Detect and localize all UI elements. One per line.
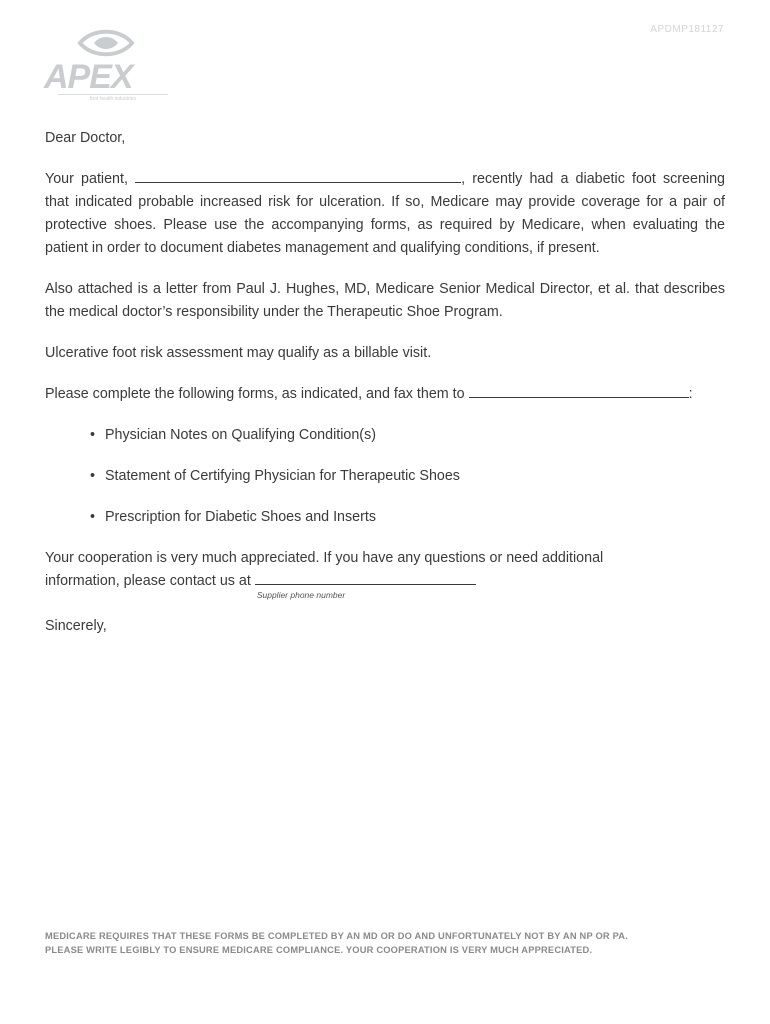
footer-line-2: PLEASE WRITE LEGIBLY TO ENSURE MEDICARE COMPLIANCE. YOUR COOPERATION IS VERY MUCH APPRECIATED.: [45, 945, 593, 955]
fax-number-blank[interactable]: [469, 383, 689, 398]
list-item: • Physician Notes on Qualifying Condition(s): [90, 424, 725, 447]
list-item: • Statement of Certifying Physician for Therapeutic Shoes: [90, 465, 725, 488]
supplier-phone-blank[interactable]: [255, 570, 476, 585]
supplier-phone-caption: Supplier phone number: [256, 590, 346, 600]
apex-logo-tagline: foot health industries: [58, 94, 168, 102]
paragraph-fax: [45, 383, 725, 406]
greeting: Dear Doctor,: [45, 130, 126, 146]
bullet-icon: •: [90, 468, 96, 484]
supplier-phone-field: [255, 570, 476, 600]
paragraph-cooperation: [45, 547, 725, 600]
cooperation-line-1: Your cooperation is very much appreciated. If you have any questions or need additional: [45, 550, 604, 566]
cooperation-line-2: information, please contact us at: [45, 573, 251, 589]
paragraph-patient: [45, 168, 725, 260]
closing: Sincerely,: [45, 618, 107, 634]
fax-intro: Please complete the following forms, as indicated, and fax them to: [45, 386, 465, 402]
patient-intro: Your patient,: [45, 171, 128, 187]
letter-body: [45, 127, 725, 656]
list-item: • Prescription for Diabetic Shoes and Inserts: [90, 506, 725, 529]
apex-logo-wordmark: APEX: [44, 58, 133, 96]
document-code: APDMP181127: [650, 24, 724, 35]
bullet-icon: •: [90, 509, 96, 525]
patient-paragraph-text: , recently had a diabetic foot screening that indicated probable increased risk for ulceration. If so, Medicare may provide coverage for a pair of protective shoes. Please use the accompanying forms, as required by Medicare, when evaluating the patient in order to document diabetes management and qualifying conditions, if present.: [45, 171, 725, 256]
footer-line-1: MEDICARE REQUIRES THAT THESE FORMS BE COMPLETED BY AN MD OR DO AND UNFORTUNATELY NOT BY AN NP OR PA.: [45, 931, 629, 941]
footer-notice: [45, 929, 725, 957]
fax-colon: :: [688, 386, 693, 402]
patient-name-blank[interactable]: [135, 168, 461, 183]
paragraph-billable: Ulcerative foot risk assessment may qualify as a billable visit.: [45, 345, 432, 361]
forms-list: [45, 424, 725, 529]
bullet-icon: •: [90, 427, 96, 443]
apex-logo: [44, 26, 168, 106]
apex-logo-mark-icon: [44, 26, 168, 60]
paragraph-attached-letter: Also attached is a letter from Paul J. Hughes, MD, Medicare Senior Medical Director, et al. that describes the medical doctor’s responsibility under the Therapeutic Shoe Program.: [45, 281, 725, 320]
